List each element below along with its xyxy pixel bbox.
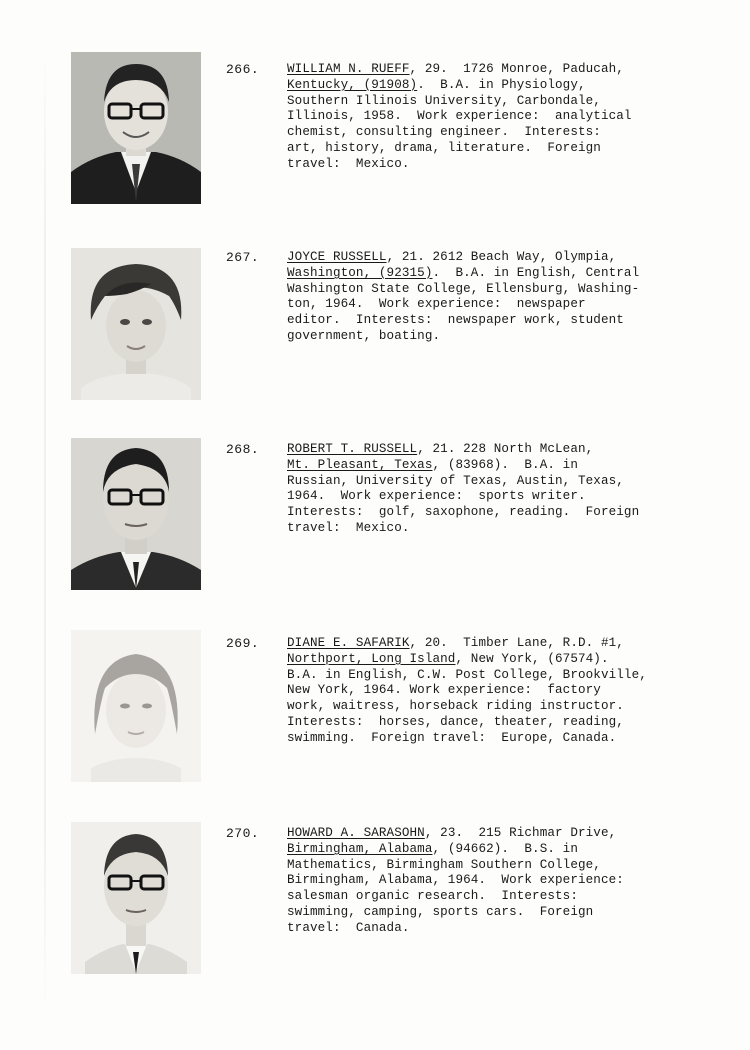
entry-line: Birmingham, Alabama, 1964. Work experience:	[287, 873, 624, 888]
entry-line2: . B.A. in Physiology,	[417, 77, 586, 92]
portrait-photo	[71, 248, 201, 400]
entry-line1: , 21. 228 North McLean,	[417, 442, 594, 456]
entry-line: work, waitress, horseback riding instructor.	[287, 699, 624, 714]
entry-line2-underlined: Birmingham, Alabama	[287, 841, 433, 856]
entry-line: chemist, consulting engineer. Interests:	[287, 125, 601, 140]
entry-line2-underlined: Northport, Long Island	[287, 651, 456, 666]
entry-text	[287, 442, 667, 537]
entry-line: New York, 1964. Work experience: factory	[287, 683, 601, 698]
entry-line: art, history, drama, literature. Foreign	[287, 140, 601, 155]
portrait-photo	[71, 630, 201, 782]
entry-number: 266.	[226, 62, 260, 77]
entry-line: editor. Interests: newspaper work, student	[287, 313, 624, 328]
entry-line: Southern Illinois University, Carbondale,	[287, 93, 601, 108]
entry-line2-underlined: Mt. Pleasant, Texas	[287, 457, 433, 472]
portrait-photo	[71, 438, 201, 590]
entry-line2: , (83968). B.A. in	[432, 457, 578, 472]
entry-number: 267.	[226, 250, 260, 265]
entry-line: travel: Canada.	[287, 920, 410, 935]
entry-line2-underlined: Kentucky, (91908)	[287, 77, 418, 92]
entry-name: DIANE E. SAFARIK	[287, 636, 410, 650]
entry-line1: , 23. 215 Richmar Drive,	[424, 826, 617, 840]
entry-line: Illinois, 1958. Work experience: analytical	[287, 109, 632, 124]
entry-text	[287, 62, 667, 173]
entry-line: Washington State College, Ellensburg, Washing-	[287, 281, 640, 296]
entry-line: swimming. Foreign travel: Europe, Canada.	[287, 730, 617, 745]
entry-line: travel: Mexico.	[287, 156, 410, 171]
entry-name: HOWARD A. SARASOHN	[287, 826, 425, 840]
entry-line2: , New York, (67574).	[455, 651, 609, 666]
entry-name: ROBERT T. RUSSELL	[287, 442, 418, 456]
entry-line: government, boating.	[287, 328, 441, 343]
entry-name: WILLIAM N. RUEFF	[287, 62, 410, 76]
entry-number: 268.	[226, 442, 260, 457]
entry-line: Russian, University of Texas, Austin, Texas,	[287, 473, 624, 488]
page-binding-shadow	[44, 40, 46, 1020]
entry-line1: , 21. 2612 Beach Way, Olympia,	[386, 250, 617, 264]
entry-line: Mathematics, Birmingham Southern College,	[287, 857, 601, 872]
entry-name: JOYCE RUSSELL	[287, 250, 387, 264]
entry-text	[287, 250, 667, 345]
entry-line: swimming, camping, sports cars. Foreign	[287, 904, 594, 919]
entry-line: Interests: golf, saxophone, reading. Foreign	[287, 505, 640, 520]
entry-line: Interests: horses, dance, theater, reading,	[287, 714, 624, 729]
entry-line: salesman organic research. Interests:	[287, 889, 578, 904]
entry-number: 270.	[226, 826, 260, 841]
entry-line1: , 20. Timber Lane, R.D. #1,	[409, 636, 624, 650]
portrait-photo	[71, 52, 201, 204]
entry-number: 269.	[226, 636, 260, 651]
entry-line2: , (94662). B.S. in	[432, 841, 578, 856]
entry-line1: , 29. 1726 Monroe, Paducah,	[409, 62, 624, 76]
entry-line: 1964. Work experience: sports writer.	[287, 489, 586, 504]
entry-line2: . B.A. in English, Central	[432, 265, 640, 280]
entry-line: travel: Mexico.	[287, 520, 410, 535]
entry-text	[287, 826, 667, 937]
entry-line: B.A. in English, C.W. Post College, Brookville,	[287, 667, 647, 682]
entry-line2-underlined: Washington, (92315)	[287, 265, 433, 280]
entry-line: ton, 1964. Work experience: newspaper	[287, 297, 586, 312]
entry-text	[287, 636, 667, 747]
portrait-photo	[71, 822, 201, 974]
